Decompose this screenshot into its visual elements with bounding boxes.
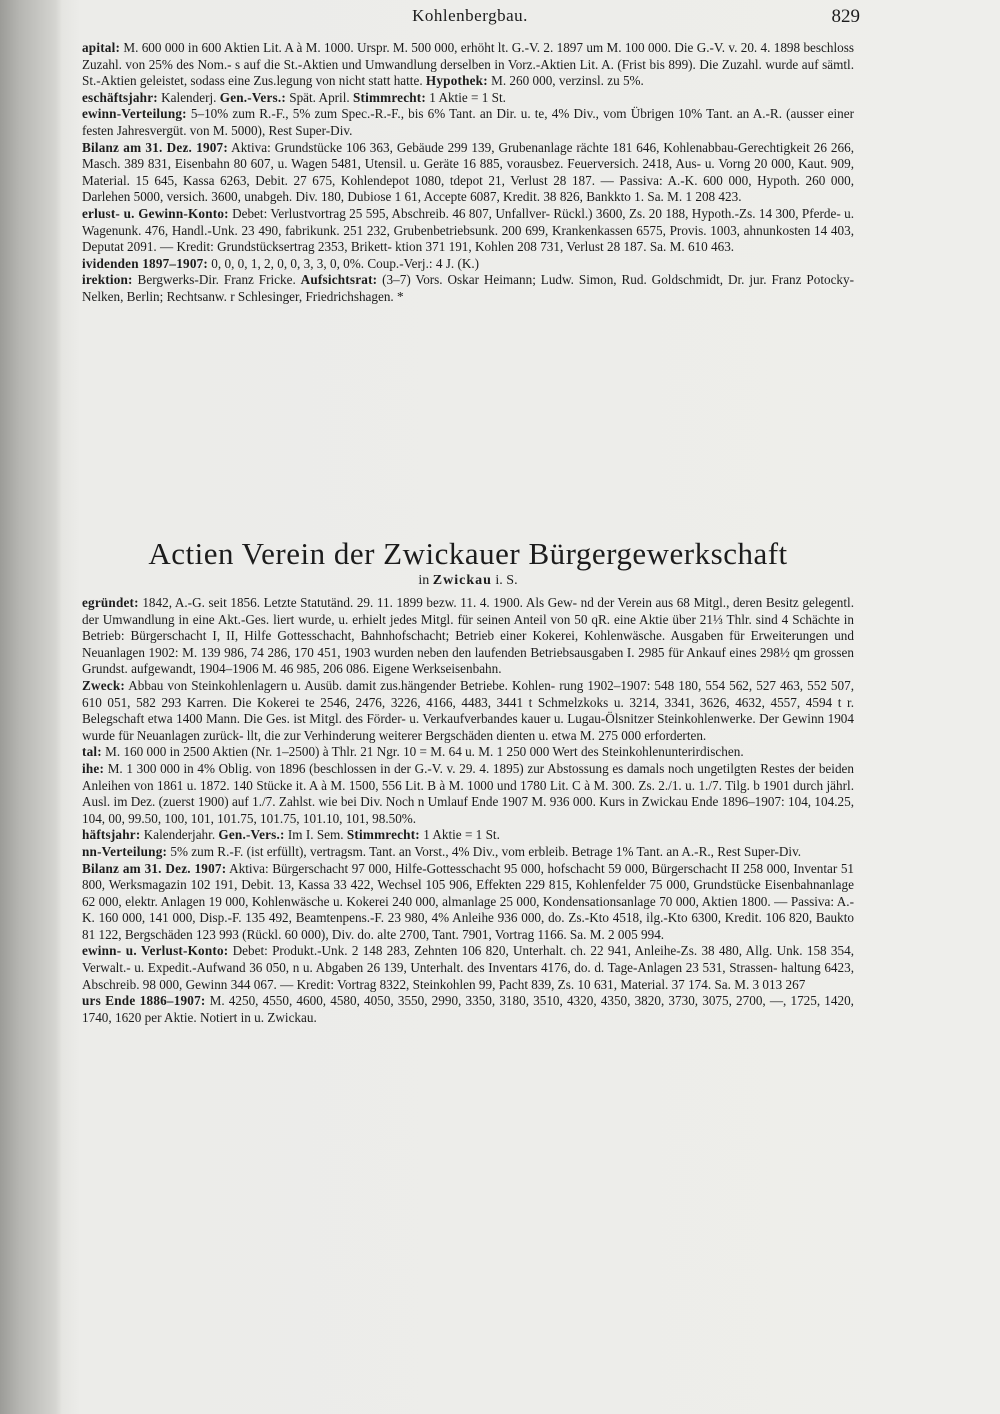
entry-keyword: ividenden 1897–1907:	[82, 255, 208, 271]
entry-text: (3–7) Vors. Oskar Heimann; Ludw. Simon, Rud. Goldschmidt, Dr. jur. Franz Potocky-Nelken, Berlin; Rechtsanw. r Schlesinger, Friedrichshagen. *	[82, 272, 855, 304]
entry-text: 1 Aktie = 1 St.	[425, 89, 506, 105]
entry-keyword: Hypothek:	[425, 73, 488, 89]
para-kapital	[82, 40, 854, 90]
para-gewinn-verteilung	[82, 844, 854, 861]
entry-text: Aktiva: Grundstücke 106 363, Gebäude 299 139, Grubenanlage rächte 181 646, Kohlenabbau-Gerechtigkeit 26 266, Masch. 389 831, Eisenbahn 80 607, u. Wagen 5481, Utensil. u. Geräte 16 885, vorausbez. Feuerversich. 2418, Aus- u. Vorng 20 000, Kaut. 909, Material. 15 645, Kassa 6263, Debit. 27 675, Kohlendepot 1080, tdepot 21, Verlust 28 187. — Passiva: A.-K. 600 000, Hypoth. 260 000, Darlehen 5000, versich. 3600, unabgeh. Div. 180, Dubiose 1 61, Accepte 6087, Kredit. 38 826, Bankkto 1. Sa. M. 1 208 423.	[82, 139, 855, 205]
entry-keyword: urs Ende 1886–1907:	[82, 993, 206, 1009]
entry-text: 1 Aktie = 1 St.	[419, 827, 500, 843]
entry-text: M. 260 000, verzinsl. zu 5%.	[487, 73, 644, 89]
page-number: 829	[831, 6, 860, 27]
entry-text: 5% zum R.-F. (ist erfüllt), vertragsm. Tant. an Vorst., 4% Div., vom erbleib. Betrage 1% Tant. an A.-R., Rest Super-Div.	[167, 843, 802, 859]
entry-text: Im I. Sem.	[284, 827, 347, 843]
entry-keyword: irektion:	[82, 272, 133, 288]
book-gutter-shadow	[0, 0, 62, 1414]
entry-text: Kalenderj.	[157, 89, 220, 105]
entry-text: Aktiva: Bürgerschacht 97 000, Hilfe-Gottesschacht 95 000, hofschacht 59 000, Bürgerschacht II 258 000, Inventar 51 800, Werksmagazin 102 191, Debit. 13, Kassa 33 422, Wechsel 105 906, Effekten 229 815, Kohlenfelder 75 000, Grundstücke Eisenbahnanlage 62 000, elektr. Anlagen 19 000, Kohlenwäsche u. Kokerei 240 000, almanlage 25 000, Kondensationsanlage 70 000, Aktien 1800. — Passiva: A.-K. 160 000, 141 000, Disp.-F. 135 492, Beamtenpens.-F. 23 980, 4% Anleihe 936 000, do. Zs.-Kto 4518, ilg.-Kto 6300, Kredit. 106 820, Baukto 81 122, Bergschäden 123 993 (Rückl. 60 000), Div. do. alte 2700, Tant. 7901, Vortrag 1166. Sa. M. 2 005 994.	[82, 860, 855, 942]
para-geschaeftsjahr	[82, 90, 854, 107]
para-dividenden	[82, 256, 854, 273]
entry-zwickauer-buergergewerkschaft	[82, 595, 854, 1026]
running-title: Kohlenbergbau.	[412, 6, 528, 25]
para-verlust-gewinn	[82, 206, 854, 256]
entry-text: M. 1 300 000 in 4% Oblig. von 1896 (beschlossen in der G.-V. v. 29. 4. 1895) zur Abstossung es damals noch ungetilgten Restes der beiden Anleihen von 1861 u. 1872. 140 Stücke it. A à M. 1500, 556 Lit. B à M. 1000 und 1780 Lit. C à M. 300. Zs. 2./1. u. 1./7. Tilg. b 1901 durch jährl. Ausl. im Dez. (zuerst 1900) auf 1./7. Zahlst. wie bei Div. Noch n Umlauf Ende 1907 M. 936 000. Kurs in Zwickau Ende 1896–1907: 104, 104.25, 104, 00, 99.50, 100, 101, 101.75, 101.75, 101.10, 101, 98.50%.	[82, 760, 854, 826]
entry-keyword: Aufsichtsrat:	[300, 272, 378, 288]
para-bilanz	[82, 140, 854, 206]
entry-keyword: Zweck:	[82, 677, 125, 693]
entry-text: Spät. April.	[285, 89, 353, 105]
entry-text: Abbau von Steinkohlenlagern u. Ausüb. damit zus.hängender Betriebe. Kohlen- rung 1902–1907: 548 180, 554 562, 527 463, 552 507, 610 051, 582 293 Karren. Die Kokerei te 2546, 2476, 3226, 4166, 4483, 3441 t Schmelzkoks u. 3214, 3341, 3626, 4632, 4557, 4594 t r. Belegschaft etwa 1400 Mann. Die Ges. ist Mitgl. des Förder- u. Verkaufverbandes kauer u. Lugau-Ölsnitzer Steinkohlenwerke. Der Gewinn 1904 wurde für Neuanlagen zurück- llt, die zur Verhinderung weiterer Bergschäden dienten u. etwa M. 275 000 erforderten.	[82, 677, 854, 743]
entry-text: 5–10% zum R.-F., 5% zum Spec.-R.-F., bis 6% Tant. an Dir. u. te, 4% Div., vom Übrigen 10% Tant. an A.-R. (ausser einer festen Jahresvergüt. von M. 5000), Rest Super-Div.	[82, 106, 854, 138]
company-location	[82, 572, 854, 590]
entry-keyword: Gen.-Vers.:	[218, 827, 285, 843]
location-suffix: i. S.	[491, 573, 518, 588]
entry-text: Debet: Produkt.-Unk. 2 148 283, Zehnten 106 820, Unterhalt. ch. 22 941, Anleihe-Zs. 38 480, Allg. Unk. 158 354, Verwalt.- u. Expedit.-Aufwand 36 050, n u. Abgaben 26 139, Unterhalt. des Inventars 4176, do. d. Tage-Anlagen 23 531, Strassen- haltung 6423, Abschreib. 98 000, Gewinn 344 067. — Kredit: Vortrag 8322, Steinkohlen 99, Pacht 839, Zs. 10 631, Material. 37 174. Sa. M. 3 013 267	[82, 943, 854, 992]
para-gewinn-verteilung	[82, 106, 854, 139]
entry-keyword: apital:	[82, 40, 121, 55]
entry-keyword: Bilanz am 31. Dez. 1907:	[82, 860, 227, 876]
para-kapital	[82, 744, 854, 761]
company-heading: Actien Verein der Zwickauer Bürgergewerkschaft	[148, 536, 788, 571]
para-anleihe	[82, 761, 854, 827]
entry-keyword: häftsjahr:	[82, 827, 141, 843]
para-zweck	[82, 678, 854, 744]
para-bilanz	[82, 861, 854, 944]
location-prefix: in	[418, 573, 433, 588]
para-kurs	[82, 993, 854, 1026]
entry-keyword: ewinn- u. Verlust-Konto:	[82, 943, 229, 959]
entry-keyword: Bilanz am 31. Dez. 1907:	[82, 139, 228, 155]
entry-text: 0, 0, 0, 1, 2, 0, 0, 3, 3, 0, 0%. Coup.-Verj.: 4 J. (K.)	[208, 255, 480, 271]
entry-text: M. 160 000 in 2500 Aktien (Nr. 1–2500) à Thlr. 21 Ngr. 10 = M. 64 u. M. 1 250 000 Wert des Steinkohlenunterirdischen.	[101, 744, 744, 760]
entry-text: M. 600 000 in 600 Aktien Lit. A à M. 1000. Urspr. M. 500 000, erhöht lt. G.-V. 2. 1897 um M. 100 000. Die G.-V. v. 20. 4. 1898 beschloss Zuzahl. von 25% des Nom.- s auf die St.-Aktien und Umwandlung derselben in Vorz.-Aktien Lit. A. (Frist bis 899). Die Zuzahl. wurde auf sämtl. St.-Aktien geleistet, sodass eine Zus.legung von nicht statt hatte.	[82, 40, 854, 89]
para-direktion	[82, 272, 854, 305]
entry-keyword: egründet:	[82, 595, 139, 610]
entry-keyword: eschäftsjahr:	[82, 89, 158, 105]
entry-keyword: ihe:	[82, 760, 105, 776]
entry-text: Kalenderjahr.	[140, 827, 219, 843]
entry-keyword: erlust- u. Gewinn-Konto:	[82, 205, 229, 221]
entry-keyword: nn-Verteilung:	[82, 843, 168, 859]
entry-text: Bergwerks-Dir. Franz Fricke.	[132, 272, 301, 288]
entry-text: Debet: Verlustvortrag 25 595, Abschreib. 46 807, Unfallver- Rückl.) 3600, Zs. 20 188, Hypoth.-Zs. 14 300, Pferde- u. Wagenunk. 476, Handl.-Unk. 23 490, fabrikunk. 251 232, Grubenbetriebsunk. 200 699, Krankenkassen 6575, Provis. 1003, ahnunkosten 14 403, Deputat 2091. — Kredit: Grundstücksertrag 2353, Brikett- ktion 371 191, Kohlen 208 731, Verlust 28 187. Sa. M. 610 463.	[82, 205, 854, 255]
para-geschaeftsjahr	[82, 827, 854, 844]
para-gewinn-verlust	[82, 943, 854, 993]
para-gegruendet	[82, 595, 854, 678]
entry-keyword: Gen.-Vers.:	[219, 89, 286, 105]
entry-previous-company	[82, 40, 854, 306]
entry-text: M. 4250, 4550, 4600, 4580, 4050, 3550, 2990, 3350, 3180, 3510, 4320, 4350, 3820, 3730, 3075, 2700, —, 1725, 1420, 1740, 1620 per Aktie. Notiert in u. Zwickau.	[82, 993, 854, 1025]
entry-keyword: ewinn-Verteilung:	[82, 106, 187, 122]
entry-keyword: tal:	[82, 744, 102, 760]
location-city: Zwickau	[432, 573, 492, 588]
running-header	[80, 6, 860, 30]
entry-text: 1842, A.-G. seit 1856. Letzte Statutänd. 29. 11. 1899 bezw. 11. 4. 1900. Als Gew- nd der Verein aus 68 Mitgl., deren Besitz gelegentl. der Umwandlung in eine Akt.-Ges. liert wurde, u. erhielt jedes Mitgl. für seinen Anteil von 50 qR. eine Aktie über 21⅓ Thlr. sind 4 Schächte in Betrieb: Bürgerschacht I, II, Hilfe Gottesschacht, Bahnhofschacht; Betrieb einer Kokerei, Kohlenwäsche. Ausgaben für Erweiterungen und Neuanlagen 1902: M. 139 986, 74 286, 170 451, 1903 wurden neben den laufenden Betriebsausgaben I. 2985 für Ankauf eines 298½ qm grossen Grundst. aufgewandt, 1904–1906 M. 46 985, 206 086. Eigene Werkseisenbahn.	[82, 595, 854, 677]
entry-keyword: Stimmrecht:	[352, 89, 426, 105]
entry-keyword: Stimmrecht:	[346, 827, 420, 843]
